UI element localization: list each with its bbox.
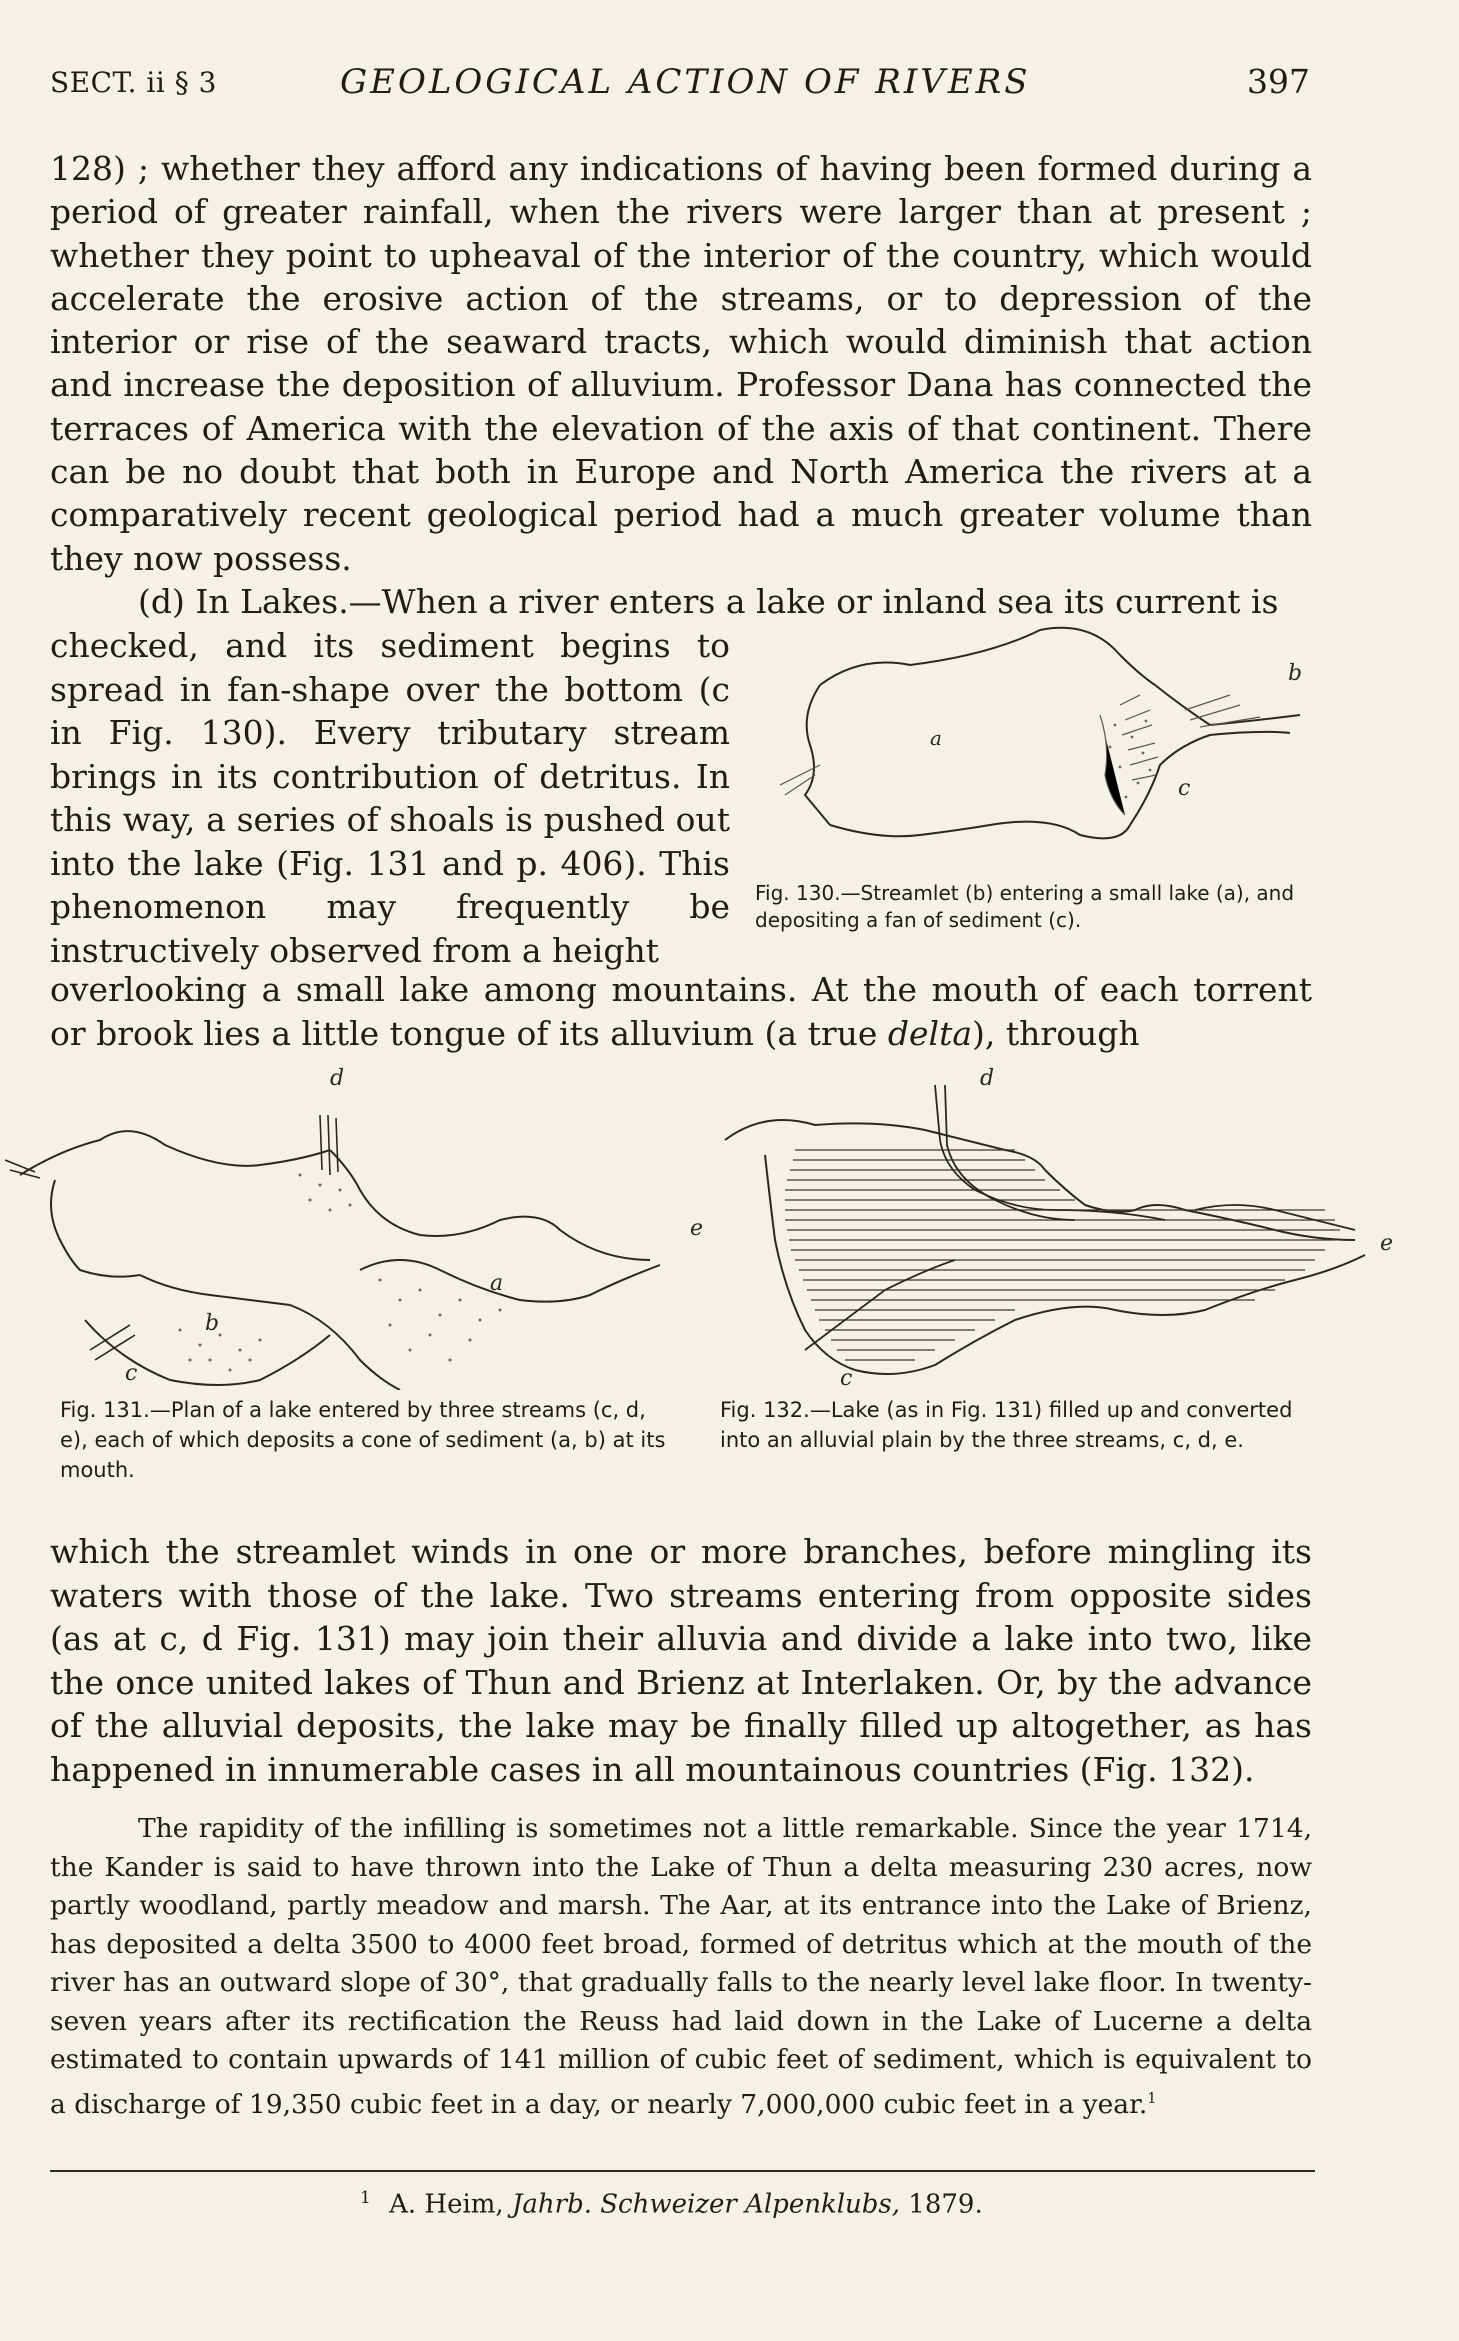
- fig132-label-c: c: [840, 1366, 853, 1390]
- footnote-year: 1879.: [908, 2189, 983, 2220]
- running-header: [50, 58, 1310, 108]
- infilling-text: The rapidity of the infilling is sometimes not a little remarkable. Since the year 1714, the Kander is said to have thrown into the Lake of Thun a delta measuring 230 acres, now partly woodland, partly meadow and marsh. The Aar, at its entrance into the Lake of Brienz, has deposited a delta 3500 to 4000 feet broad, formed of detritus which at the mouth of the river has an outward slope of 30°, that gradually falls to the nearly level lake floor. In twenty-seven years after its rectification the Reuss had laid down in the Lake of Lucerne a delta estimated to contain upwards of 141 million of cubic feet of sediment, which is equivalent to a discharge of 19,350 cubic feet in a day, or nearly 7,000,000 cubic feet in a year.: [50, 1813, 1312, 2120]
- fig131-label-d: d: [330, 1066, 345, 1091]
- footnote-author: A. Heim,: [389, 2189, 504, 2220]
- lakes-text-part-b: ), through: [972, 1013, 1140, 1053]
- fig130-label-a: a: [930, 726, 942, 750]
- footnote-divider: [50, 2170, 1315, 2172]
- figure-132-filled-lake: [715, 1060, 1405, 1390]
- page-number: 397: [1247, 62, 1310, 101]
- fig132-label-e: e: [1380, 1231, 1394, 1256]
- footnote-mark: 1: [360, 2188, 371, 2208]
- paragraph-lakes-wrapped: checked, and its sediment begins to spread in fan-shape over the bottom (c in Fig. 130). Every tributary stream brings in its contribution of detritus. In this way, a series of shoals is pushed out into the lake (Fig. 131 and p. 406). This phenomenon may frequently be instructively observed from a height: [50, 626, 730, 970]
- figure-130-streamlet-diagram: [760, 625, 1320, 905]
- footnote-reference: 1: [1147, 2089, 1157, 2107]
- running-title: GEOLOGICAL ACTION OF RIVERS: [340, 62, 1031, 102]
- fig131-label-a: a: [490, 1271, 504, 1296]
- paragraph-streamlet-winds: which the streamlet winds in one or more branches, before mingling its waters with those of the lake. Two streams entering from opposite sides (as at c, d Fig. 131) may join their alluvia and divide a lake into two, like the once united lakes of Thun and Brienz at Interlaken. Or, by the advance of the alluvial deposits, the lake may be finally filled up altogether, as has happened in innumerable cases in all mountainous countries (Fig. 132).: [50, 1532, 1312, 1789]
- fig130-label-c: c: [1178, 776, 1191, 801]
- paragraph-lakes-lead: (d) In Lakes.—When a river enters a lake or inland sea its current is: [138, 582, 1279, 621]
- fig132-label-d: d: [980, 1066, 995, 1091]
- paragraph-infilling-rapidity: [50, 1810, 1312, 2124]
- lakes-text-part-a: overlooking a small lake among mountains. At the mouth of each torrent or brook lies a little tongue of its alluvium (a true: [50, 970, 1312, 1053]
- figure-130-caption: Fig. 130.—Streamlet (b) entering a small lake (a), and depositing a fan of sediment (c).: [755, 881, 1295, 932]
- fig130-label-b: b: [1288, 661, 1303, 686]
- fig131-label-b: b: [205, 1311, 220, 1336]
- figure-131-lake-plan: [0, 1060, 710, 1390]
- figure-131-caption: Fig. 131.—Plan of a lake entered by three streams (c, d, e), each of which deposits a cone of sediment (a, b) at its mouth.: [60, 1398, 666, 1482]
- paragraph-terraces: 128) ; whether they afford any indications of having been formed during a period of greater rainfall, when the rivers were larger than at present ; whether they point to upheaval of the interior of the country, which would accelerate the erosive action of the streams, or to depression of the interior or rise of the seaward tracts, which would diminish that action and increase the deposition of alluvium. Professor Dana has connected the terraces of America with the elevation of the axis of that continent. There can be no doubt that both in Europe and North America the rivers at a comparatively recent geological period had a much greater volume than they now possess.: [50, 149, 1312, 578]
- delta-term: delta: [887, 1013, 973, 1053]
- section-reference: SECT. ii § 3: [50, 66, 217, 99]
- fig131-label-e: e: [690, 1216, 704, 1241]
- footnote: [360, 2188, 983, 2220]
- fig131-label-c: c: [125, 1361, 138, 1386]
- figure-132-caption: Fig. 132.—Lake (as in Fig. 131) filled up and converted into an alluvial plain by the three streams, c, d, e.: [720, 1398, 1293, 1452]
- footnote-source: Jahrb. Schweizer Alpenklubs,: [511, 2189, 901, 2220]
- paragraph-lakes-continued: [50, 968, 1312, 1055]
